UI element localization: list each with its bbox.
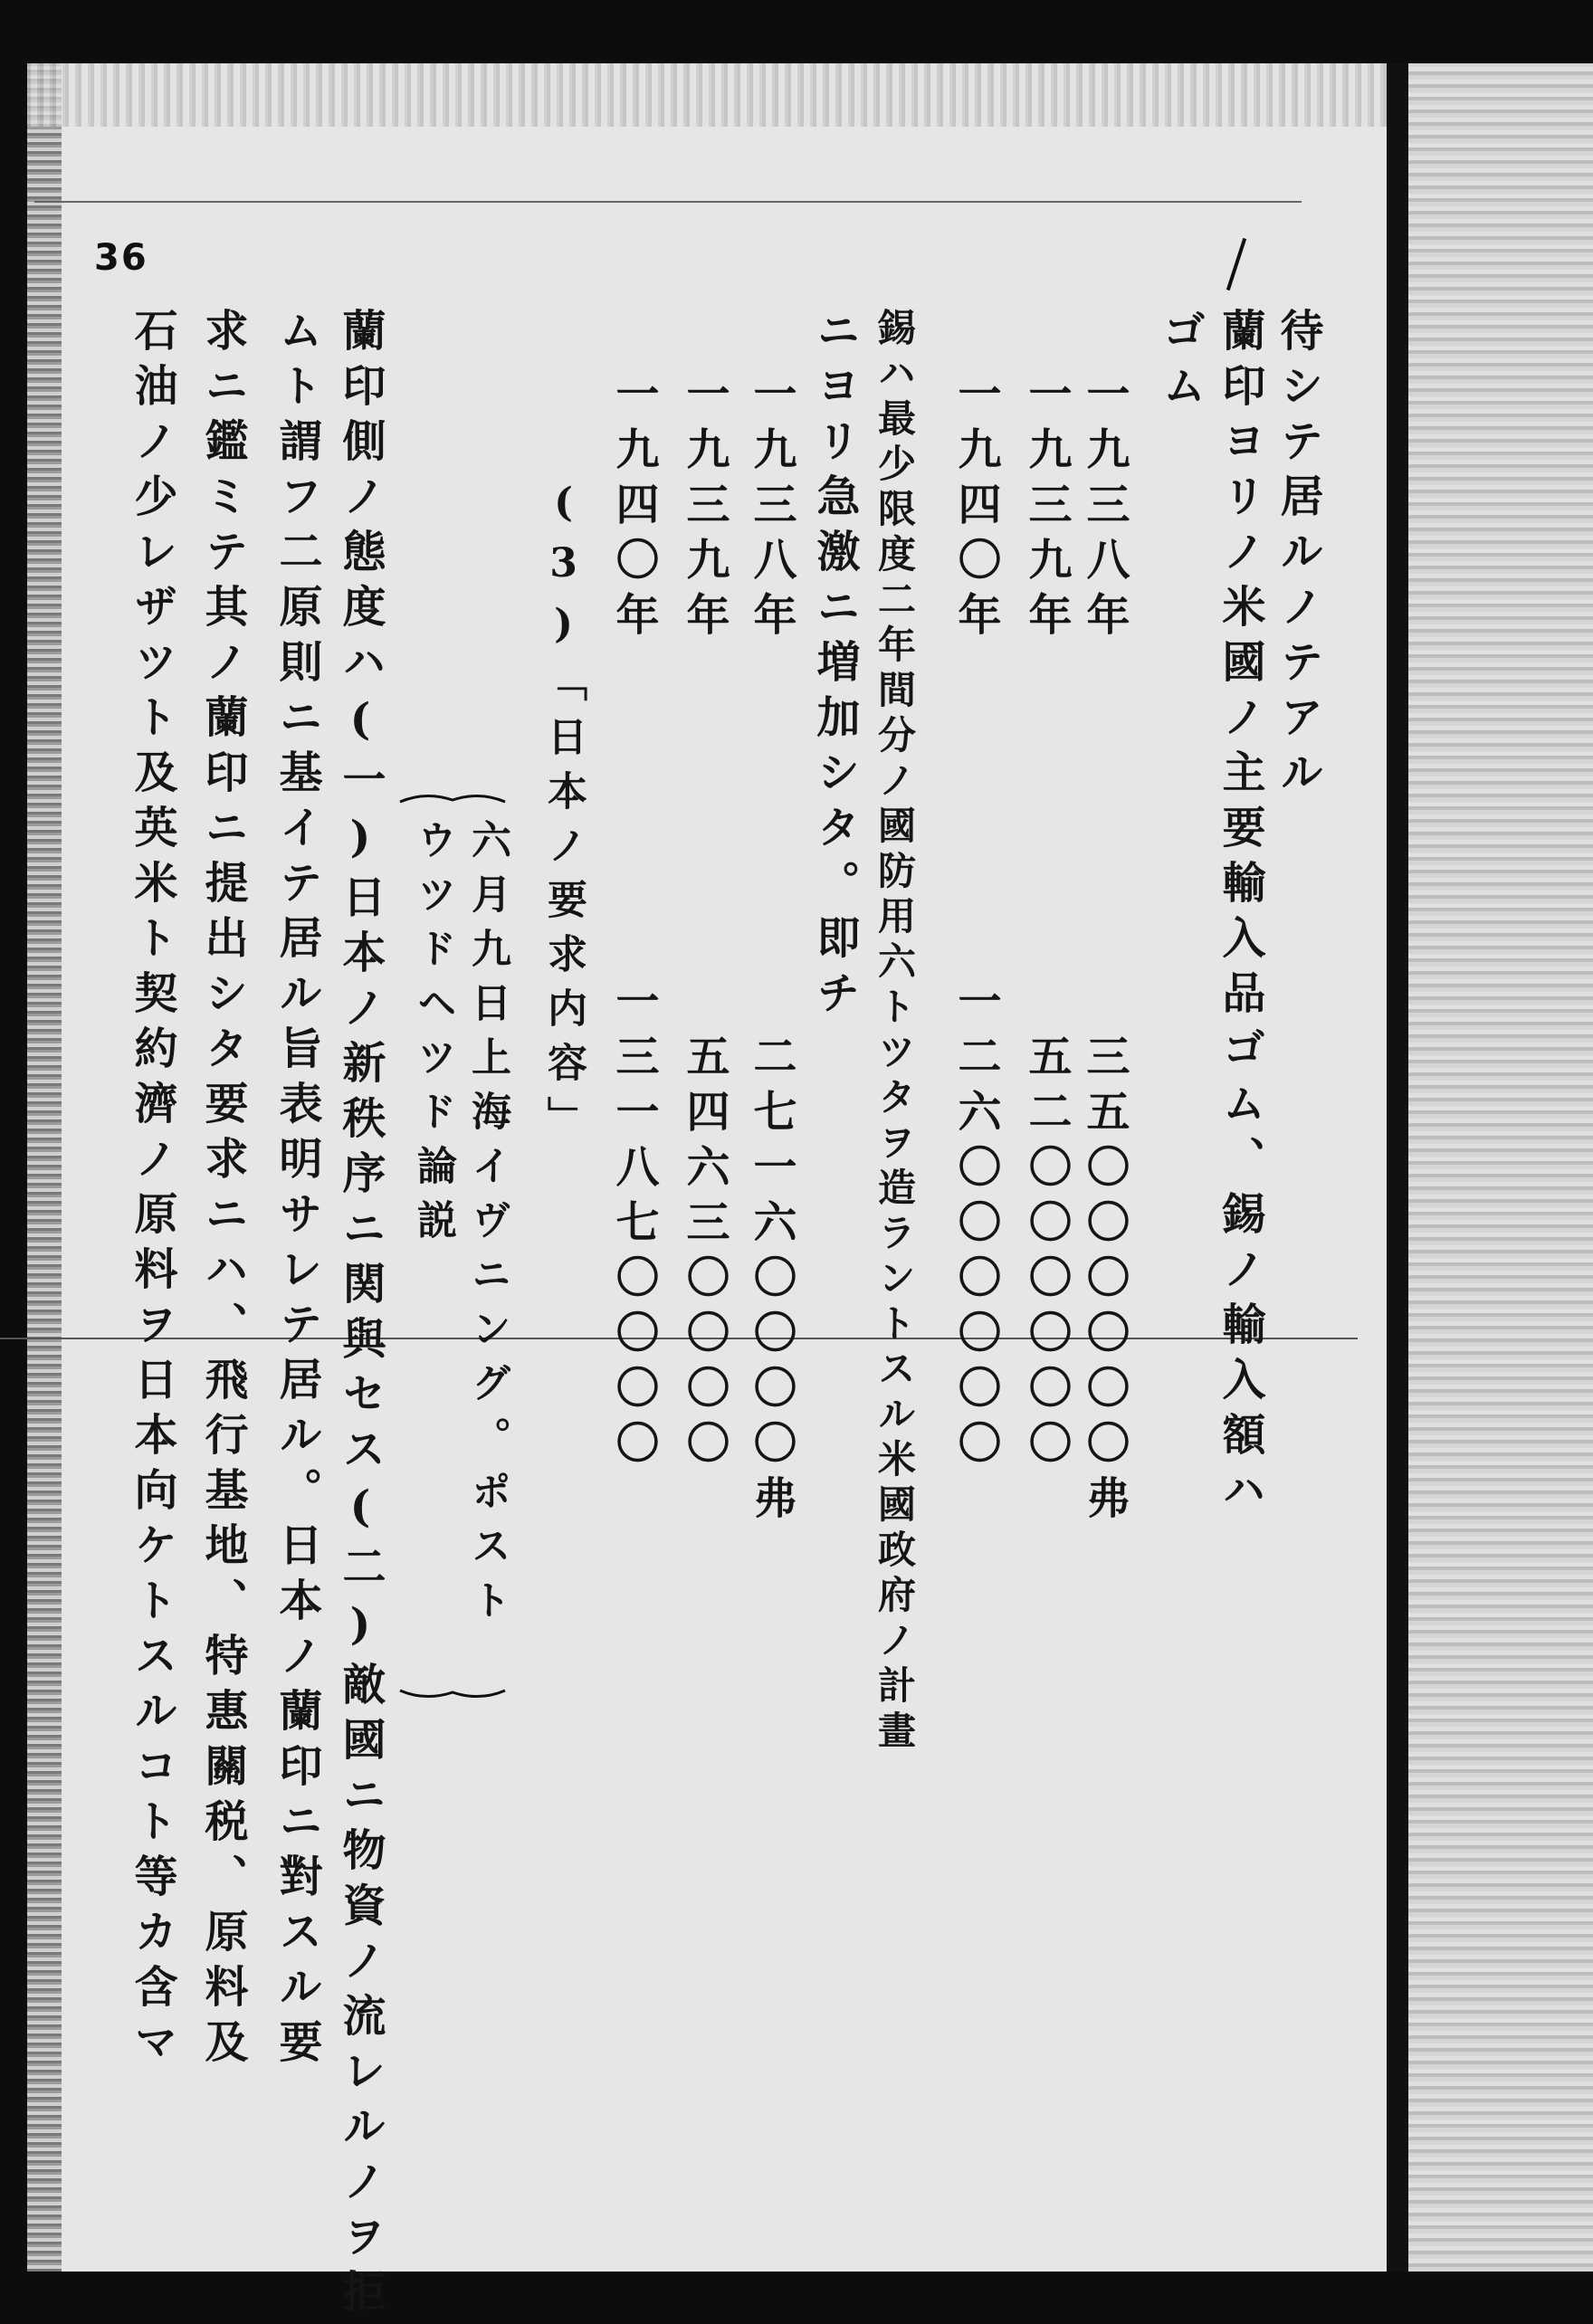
tin-row-1940: 一九四〇年 一三一八七〇〇〇〇: [608, 371, 659, 1475]
page-number: 36: [94, 237, 148, 279]
tin-row-1938: 一九三八年 二七一六〇〇〇〇弗: [746, 371, 796, 1530]
text-column-2: 蘭印ヨリノ米國ノ主要輸入品ゴム、錫ノ輸入額ハ: [1215, 308, 1265, 1522]
text-column-tin: 錫ハ最少限度二年間分ノ國防用六トツタヲ造ラントスル米國政府ノ計畫: [873, 308, 917, 1756]
rubber-row-1940: 一九四〇年 一二六〇〇〇〇〇〇: [950, 371, 1001, 1475]
section-heading-japan-demands: (3)「日本ノ要求内容」: [540, 480, 587, 1150]
page-fold-shadow: [1387, 63, 1408, 2272]
brace-bottom-mark: [398, 1685, 507, 1703]
section-heading-rubber: ゴム: [1155, 308, 1206, 418]
rubber-row-1938: 一九三八年 三五〇〇〇〇〇〇弗: [1079, 371, 1130, 1530]
scan-artifact-line-top: [34, 201, 1302, 203]
text-column-1: 待シテ居ルノテアル: [1273, 308, 1323, 805]
top-edge-scan-noise: [27, 63, 1593, 127]
left-edge-scan-noise: [27, 63, 62, 2272]
source-citation-line2: ウツドヘツド論説: [410, 819, 456, 1253]
text-column-body-3: 求ニ鑑ミテ其ノ蘭印ニ提出シタ要求ニハ、飛行基地、特惠關税、原料及: [197, 308, 248, 2074]
brace-top-mark: [398, 789, 507, 807]
text-column-body-1: 蘭印側ノ態度ハ(一)日本ノ新秩序ニ関與セス(二)敵國ニ物資ノ流レルノヲ拒: [335, 308, 386, 2324]
adjacent-page-edge: [1408, 63, 1593, 2272]
text-column-tin-cont: ニヨリ急激ニ増加シタ。即チ: [809, 308, 860, 1025]
text-column-body-4: 石油ノ少レザツト及英米ト契約濟ノ原料ヲ日本向ケトスルコト等カ含マ: [127, 308, 177, 2074]
text-column-body-2: ムト謂フ二原則ニ基イテ居ル旨表明サレテ居ル。日本ノ蘭印ニ對スル要: [272, 308, 322, 2074]
tin-row-1939: 一九三九年 五四六三〇〇〇〇: [679, 371, 730, 1475]
source-citation-line1: 六月九日上海イヴニング。ポスト: [464, 819, 510, 1633]
rubber-row-1939: 一九三九年 五二〇〇〇〇〇〇: [1021, 371, 1072, 1475]
